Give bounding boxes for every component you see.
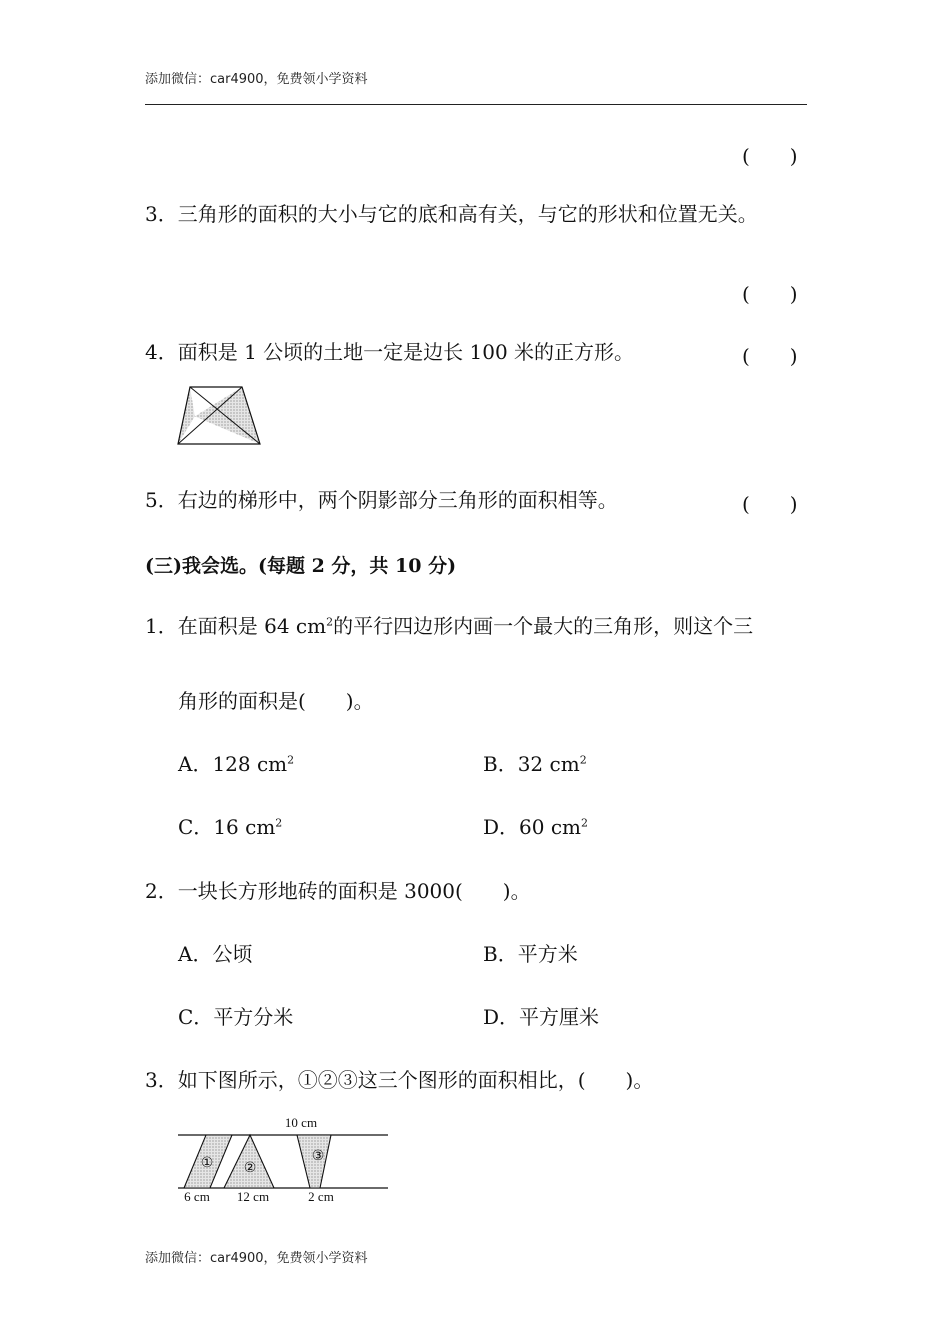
option-a[interactable] xyxy=(178,942,252,966)
header-divider xyxy=(145,104,807,105)
answer-paren-judge-5: ( ) xyxy=(742,492,798,516)
parallel-lines-figure xyxy=(170,1110,395,1210)
option-text: 16 cm xyxy=(213,815,276,839)
section-title: (三)我会选。(每题 2 分，共 10 分) xyxy=(145,555,457,577)
option-key: A． xyxy=(178,752,213,776)
bottom-label-2: 12 cm xyxy=(236,1189,270,1204)
question-text-part-2: 的平行四边形内画一个最大的三角形，则这个三 xyxy=(333,614,754,638)
superscript: 2 xyxy=(287,753,295,767)
choice-question-1 xyxy=(145,614,753,638)
top-width-label: 10 cm xyxy=(284,1115,318,1130)
question-text: 一块长方形地砖的面积是 3000( )。 xyxy=(177,879,531,903)
superscript: 2 xyxy=(326,615,334,629)
option-key: A． xyxy=(178,942,213,966)
question-text: 面积是 1 公顷的土地一定是边长 100 米的正方形。 xyxy=(177,340,635,364)
superscript: 2 xyxy=(581,816,589,830)
answer-paren-q2-judge: ( ) xyxy=(742,144,798,168)
option-key: B． xyxy=(483,752,518,776)
option-text: 平方米 xyxy=(517,942,578,966)
bottom-label-3: 2 cm xyxy=(308,1189,334,1204)
option-key: C． xyxy=(178,815,214,839)
page-header: 添加微信：car4900，免费领小学资料 xyxy=(145,72,368,87)
judge-question-4 xyxy=(145,340,634,364)
option-text: 32 cm xyxy=(517,752,580,776)
superscript: 2 xyxy=(275,816,283,830)
choice-question-2 xyxy=(145,879,531,903)
option-key: C． xyxy=(178,1005,214,1029)
question-number: 1． xyxy=(145,614,178,638)
question-text: 右边的梯形中，两个阴影部分三角形的面积相等。 xyxy=(177,488,618,512)
bottom-label-1: 6 cm xyxy=(184,1189,210,1204)
question-text: 如下图所示，①②③这三个图形的面积相比，( )。 xyxy=(177,1068,654,1092)
question-text-part-1: 在面积是 64 cm xyxy=(177,614,327,638)
question-text: 三角形的面积的大小与它的底和高有关，与它的形状和位置无关。 xyxy=(177,202,758,226)
option-b[interactable] xyxy=(483,752,587,776)
option-text: 公顷 xyxy=(212,942,253,966)
option-key: B． xyxy=(483,942,518,966)
option-key: D． xyxy=(483,1005,520,1029)
judge-question-3 xyxy=(145,202,758,226)
option-d[interactable] xyxy=(483,815,588,839)
option-key: D． xyxy=(483,815,520,839)
shape-1-label: ① xyxy=(200,1155,214,1171)
option-text: 平方厘米 xyxy=(519,1005,600,1029)
answer-paren-judge-4: ( ) xyxy=(742,344,798,368)
option-text: 平方分米 xyxy=(213,1005,294,1029)
superscript: 2 xyxy=(579,753,587,767)
question-number: 3． xyxy=(145,202,178,226)
shape-3-label: ③ xyxy=(311,1148,325,1164)
option-b[interactable] xyxy=(483,942,578,966)
option-text: 60 cm xyxy=(519,815,582,839)
answer-paren-judge-3: ( ) xyxy=(742,282,798,306)
shaded-triangle-left xyxy=(178,387,195,444)
option-c[interactable] xyxy=(178,815,282,839)
page-footer: 添加微信：car4900，免费领小学资料 xyxy=(145,1251,368,1266)
choice-question-1-line-2: 角形的面积是( )。 xyxy=(178,689,374,713)
option-text: 128 cm xyxy=(212,752,288,776)
choice-question-3 xyxy=(145,1068,653,1092)
question-number: 4． xyxy=(145,340,178,364)
question-number: 5． xyxy=(145,488,178,512)
question-number: 2． xyxy=(145,879,178,903)
shape-2-label: ② xyxy=(243,1160,257,1176)
option-d[interactable] xyxy=(483,1005,599,1029)
trapezoid-figure xyxy=(170,382,270,450)
option-c[interactable] xyxy=(178,1005,293,1029)
question-number: 3． xyxy=(145,1068,178,1092)
option-a[interactable] xyxy=(178,752,294,776)
judge-question-5 xyxy=(145,488,618,512)
